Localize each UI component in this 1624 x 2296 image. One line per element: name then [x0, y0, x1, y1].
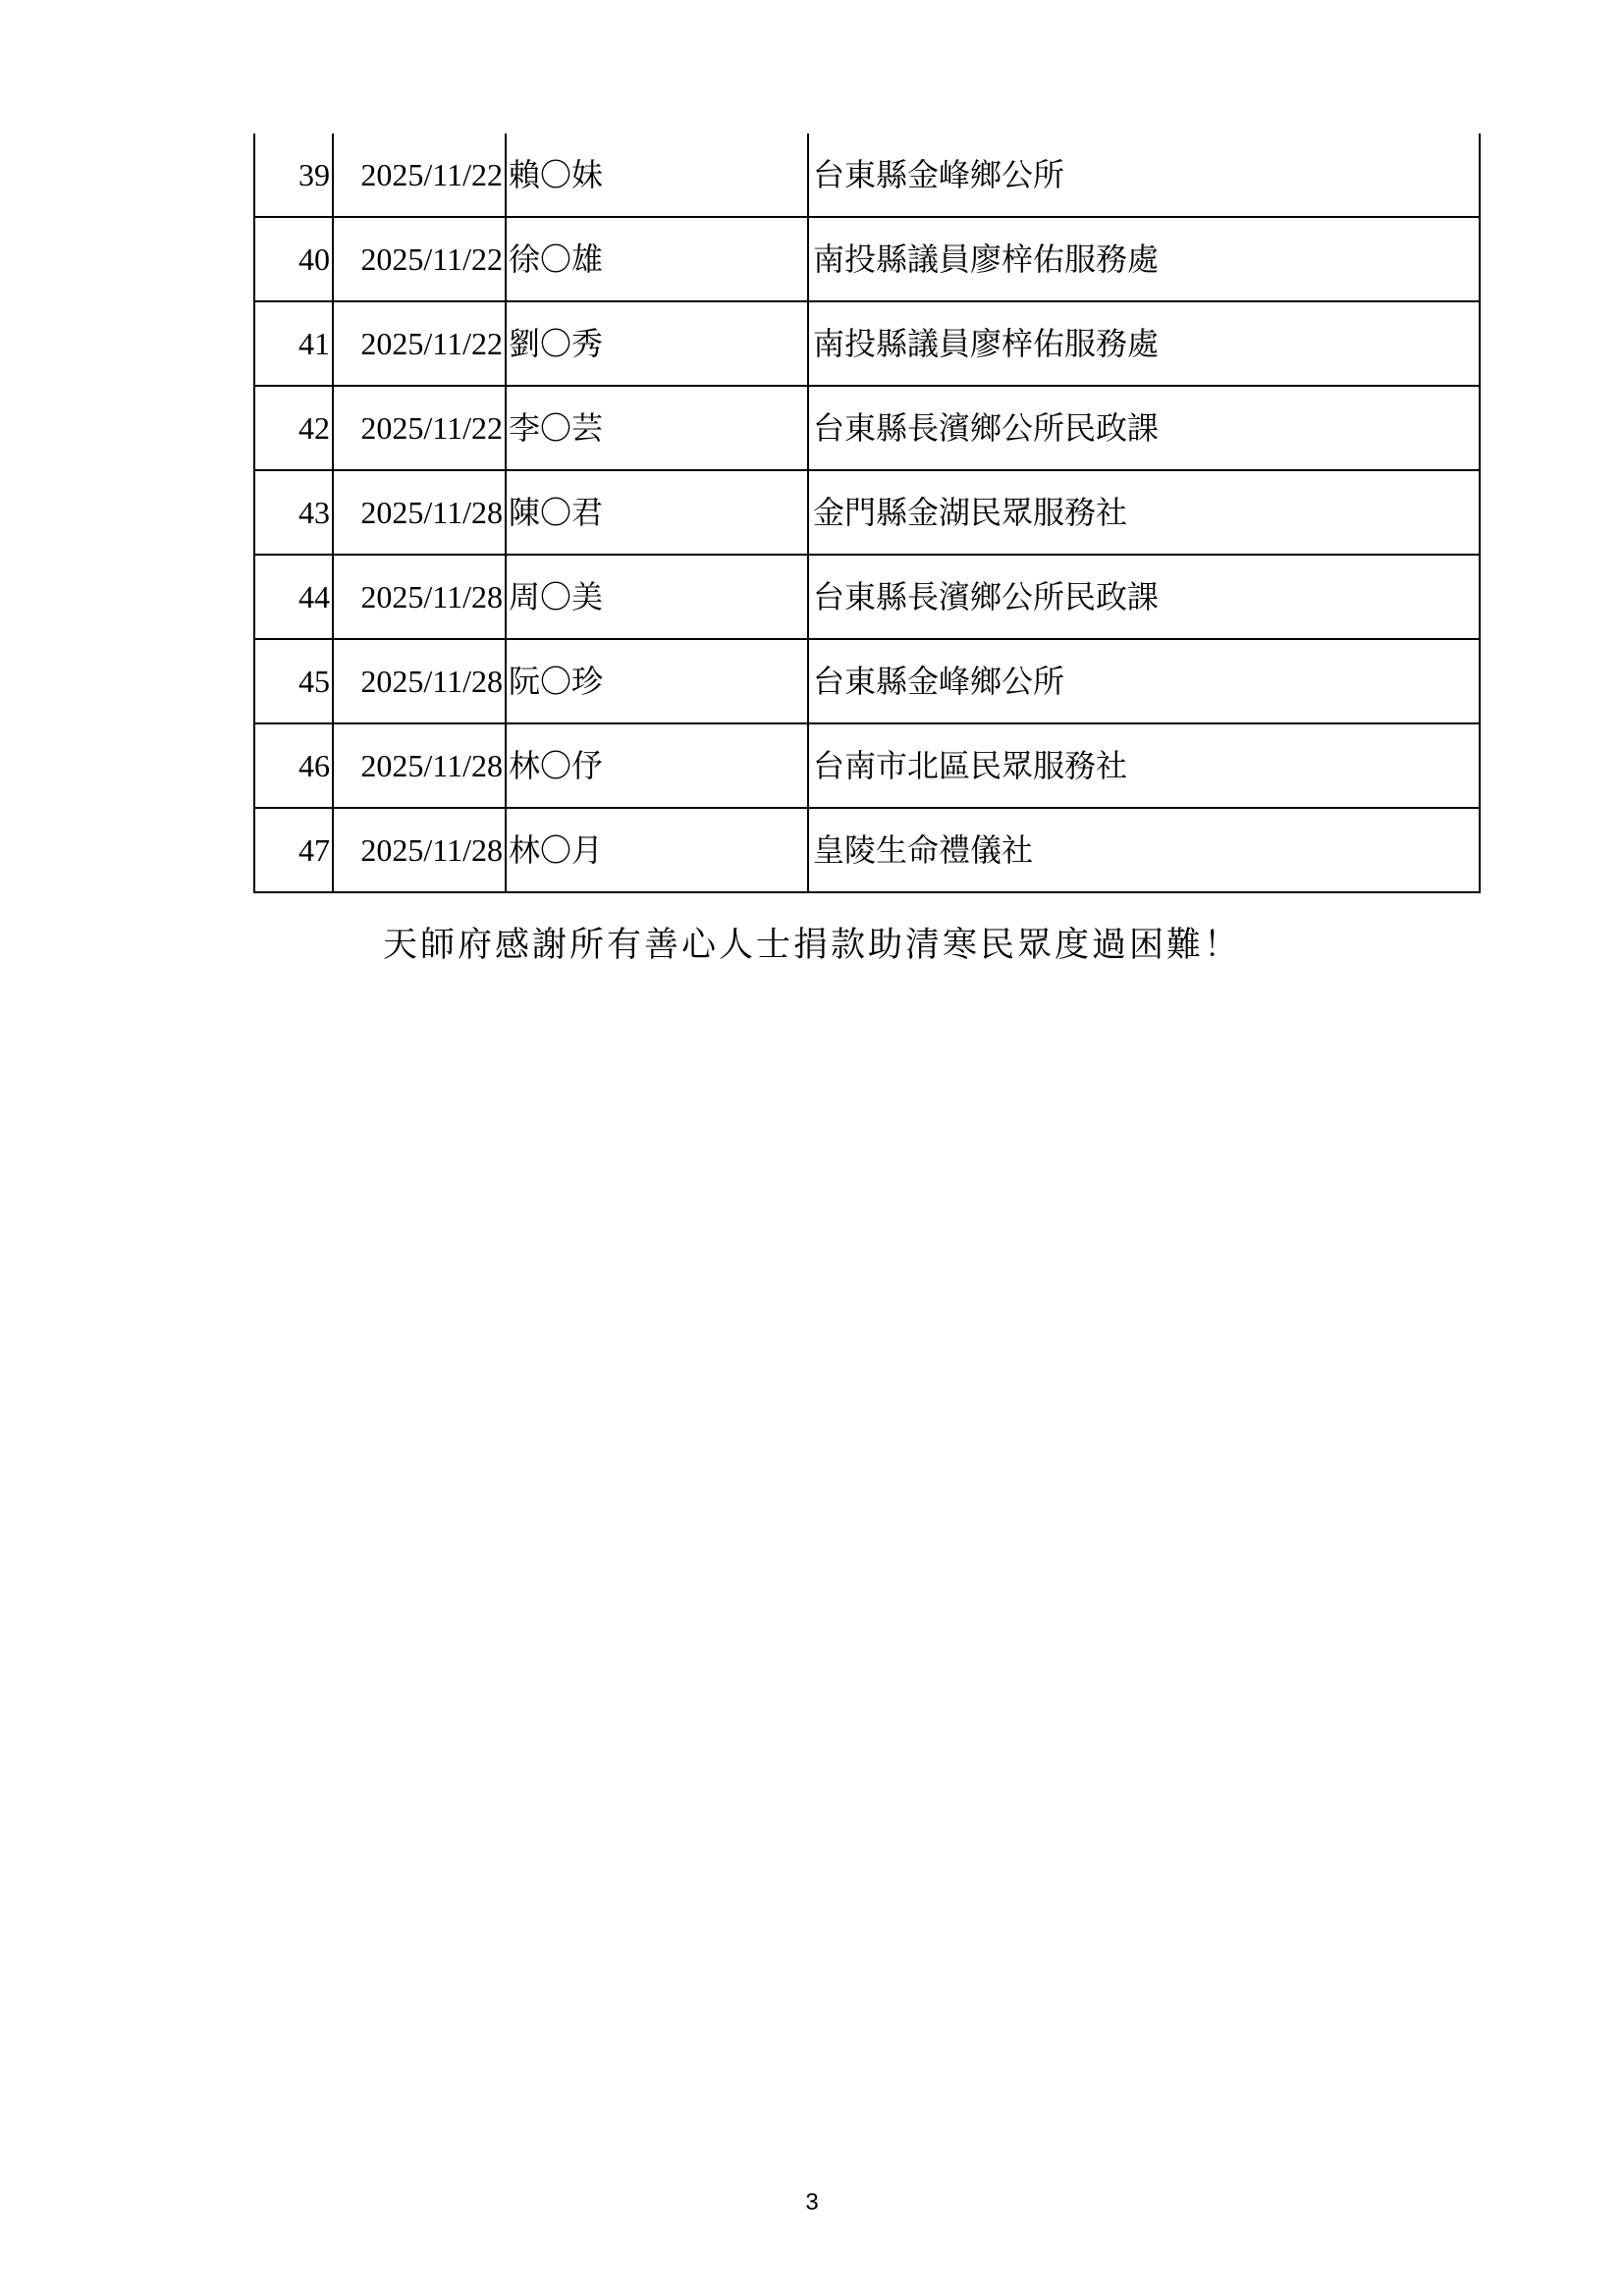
donor-name: 李〇芸 — [506, 386, 808, 470]
donation-date: 2025/11/28 — [333, 555, 506, 639]
table-row — [254, 301, 1480, 386]
table-row — [254, 723, 1480, 808]
row-number: 43 — [254, 470, 333, 555]
table-row — [254, 555, 1480, 639]
thank-you-message: 天師府感謝所有善心人士捐款助清寒民眾度過困難！ — [382, 926, 1241, 965]
table-row — [254, 217, 1480, 301]
donation-table — [253, 133, 1481, 893]
row-number: 40 — [254, 217, 333, 301]
organization: 南投縣議員廖梓佑服務處 — [808, 217, 1480, 301]
donation-date: 2025/11/22 — [333, 386, 506, 470]
page-number: 3 — [805, 2189, 819, 2216]
row-number: 45 — [254, 639, 333, 723]
donor-name: 林〇月 — [506, 808, 808, 892]
row-number: 46 — [254, 723, 333, 808]
organization: 皇陵生命禮儀社 — [808, 808, 1480, 892]
donor-name: 林〇伃 — [506, 723, 808, 808]
row-number: 42 — [254, 386, 333, 470]
organization: 台東縣金峰鄉公所 — [808, 639, 1480, 723]
row-number: 47 — [254, 808, 333, 892]
table-row — [254, 639, 1480, 723]
row-number: 44 — [254, 555, 333, 639]
donation-date: 2025/11/28 — [333, 639, 506, 723]
organization: 南投縣議員廖梓佑服務處 — [808, 301, 1480, 386]
donation-date: 2025/11/22 — [333, 133, 506, 217]
organization: 金門縣金湖民眾服務社 — [808, 470, 1480, 555]
table-row — [254, 386, 1480, 470]
donor-name: 陳〇君 — [506, 470, 808, 555]
organization: 台東縣金峰鄉公所 — [808, 133, 1480, 217]
donation-date: 2025/11/28 — [333, 723, 506, 808]
table-row — [254, 133, 1480, 217]
donation-date: 2025/11/28 — [333, 470, 506, 555]
row-number: 41 — [254, 301, 333, 386]
table-row — [254, 470, 1480, 555]
donation-date: 2025/11/22 — [333, 217, 506, 301]
organization: 台東縣長濱鄉公所民政課 — [808, 386, 1480, 470]
donor-name: 賴〇妹 — [506, 133, 808, 217]
donor-name: 徐〇雄 — [506, 217, 808, 301]
organization: 台南市北區民眾服務社 — [808, 723, 1480, 808]
organization: 台東縣長濱鄉公所民政課 — [808, 555, 1480, 639]
donor-name: 周〇美 — [506, 555, 808, 639]
table-row — [254, 808, 1480, 892]
row-number: 39 — [254, 133, 333, 217]
donation-date: 2025/11/22 — [333, 301, 506, 386]
donor-name: 阮〇珍 — [506, 639, 808, 723]
donation-date: 2025/11/28 — [333, 808, 506, 892]
donor-name: 劉〇秀 — [506, 301, 808, 386]
